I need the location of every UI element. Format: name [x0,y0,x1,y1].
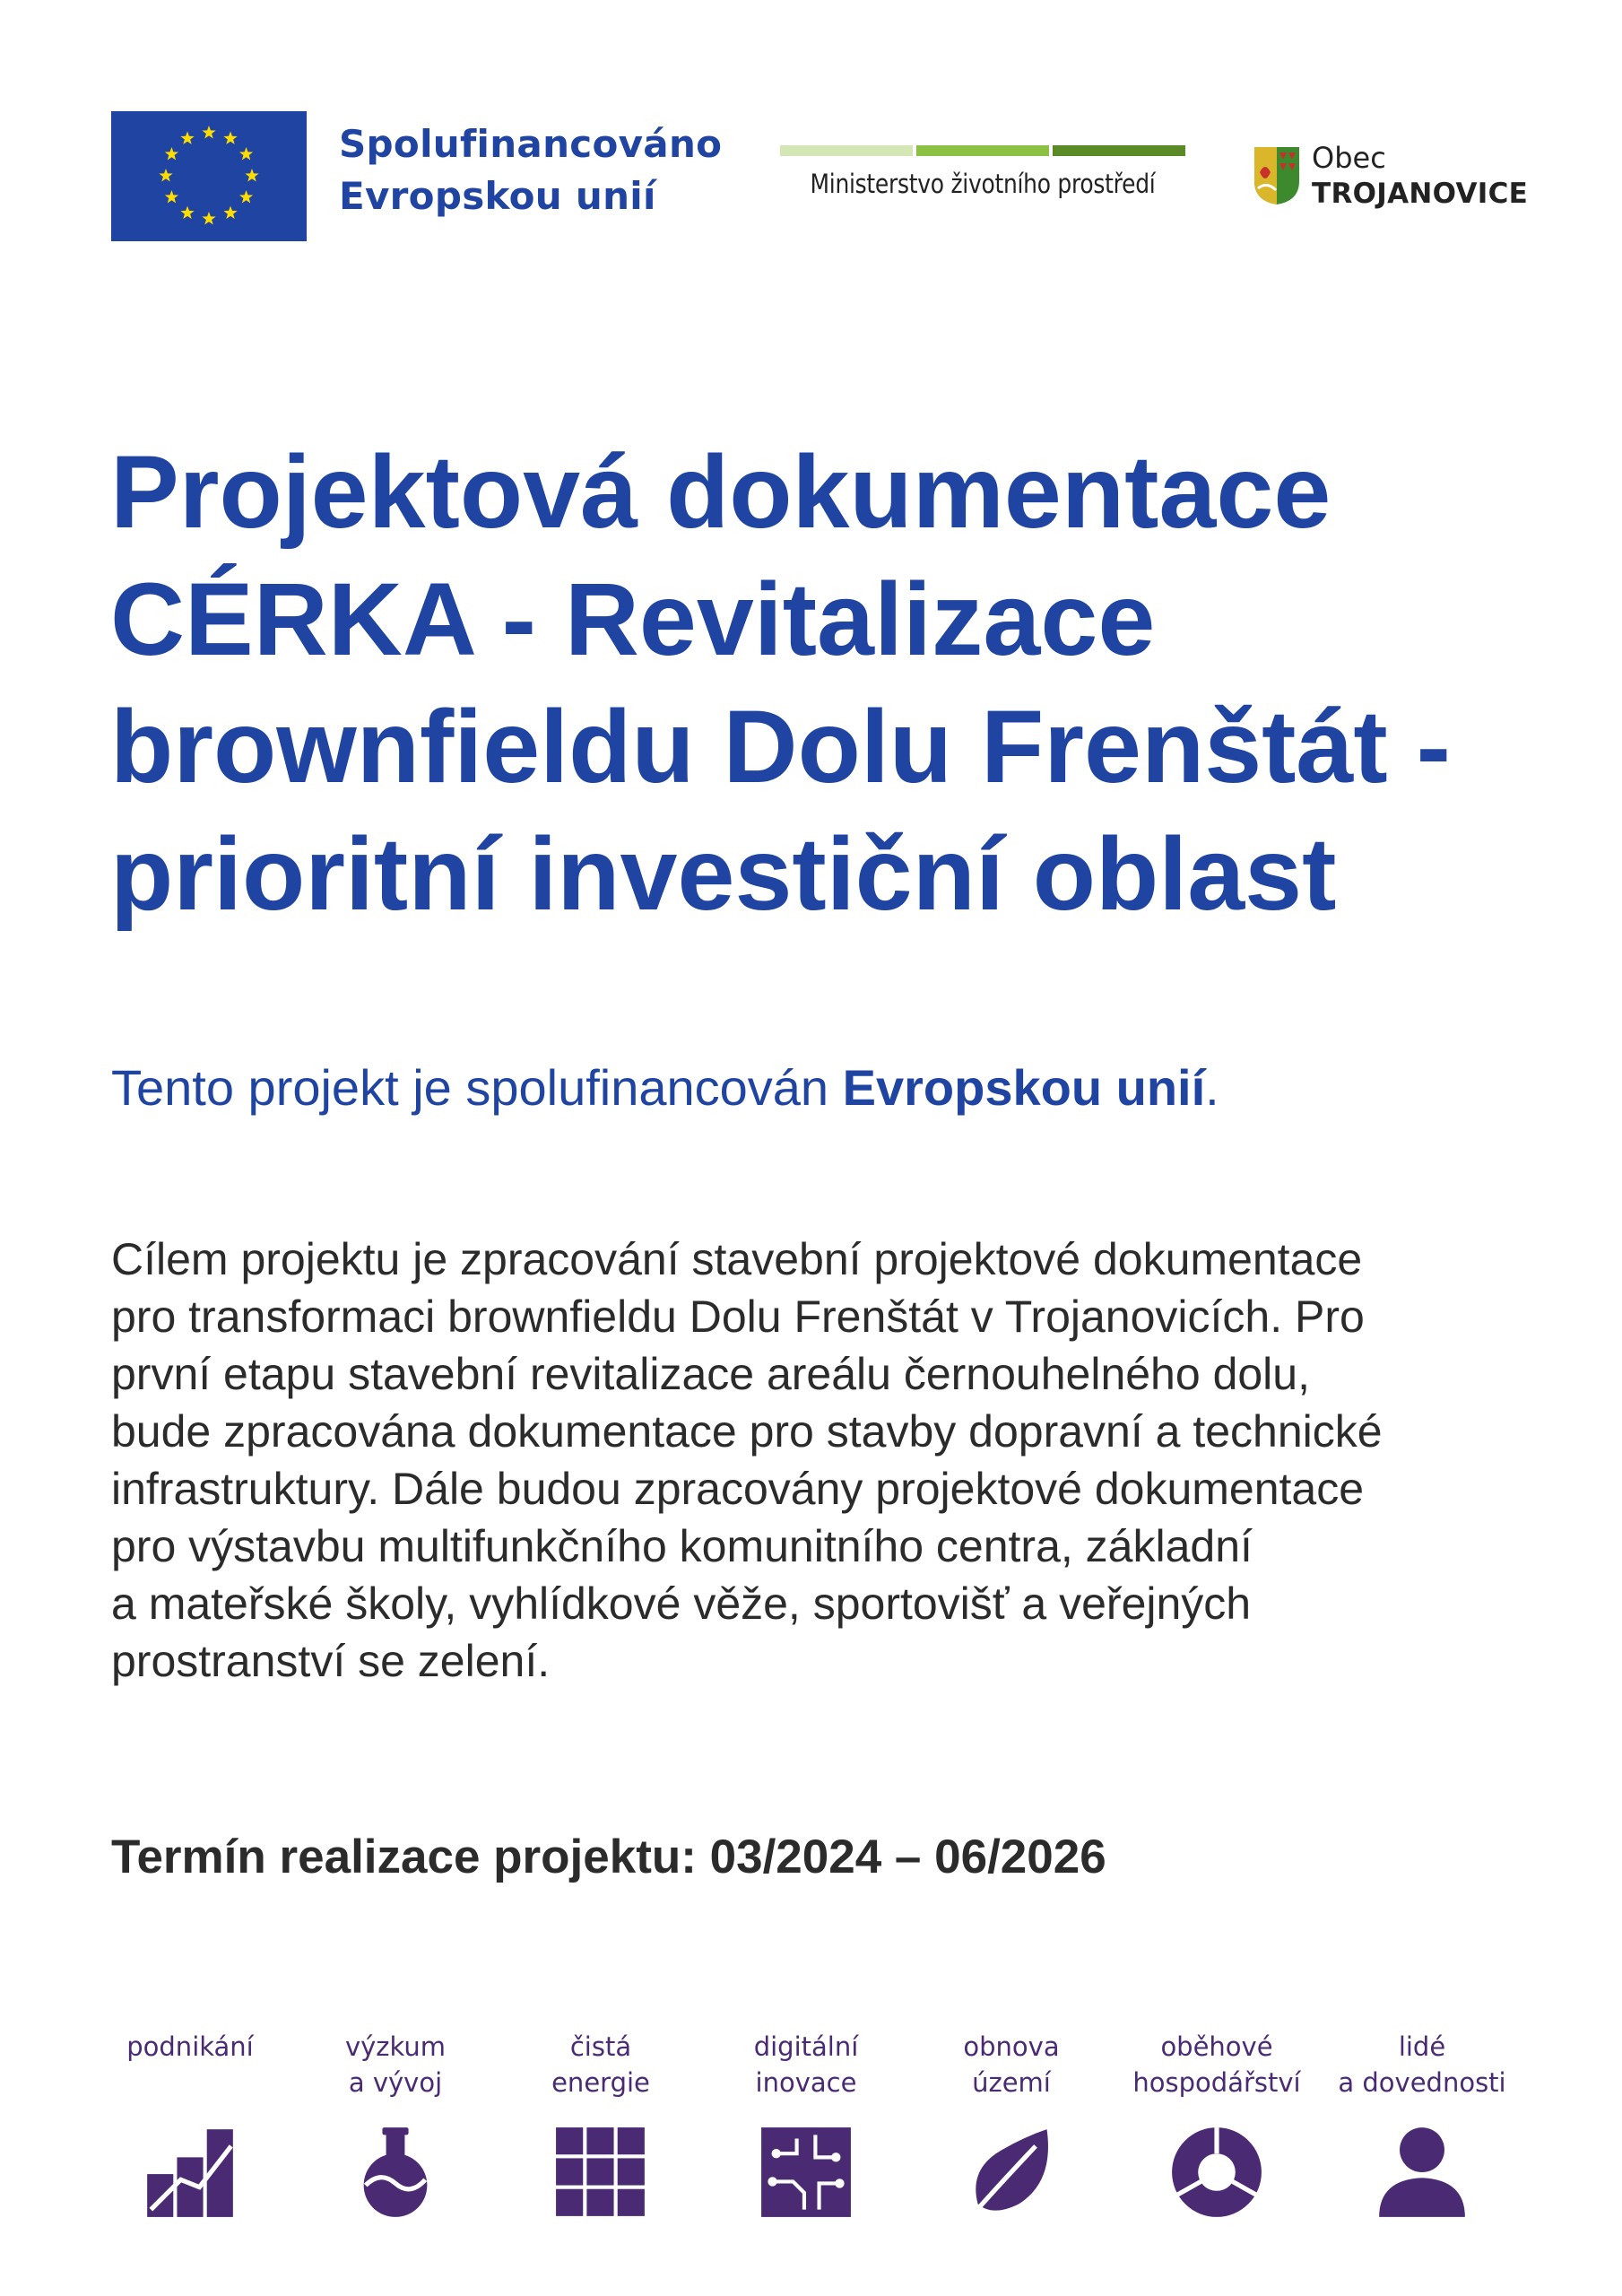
category-podnikani [87,2029,293,2219]
solar-cell [556,2158,583,2185]
category-label-line2: inovace [755,2067,857,2098]
trojanovice-crest-icon [1253,145,1301,206]
solar-cell [556,2127,583,2154]
cofinancing-text: Tento projekt je spolufinancován [111,1059,843,1116]
solar-cell [586,2158,613,2185]
eu-star [223,206,237,219]
category-label-line1: digitální [753,2031,859,2062]
description-line: bude zpracována dokumentace pro stavby dopravní a technické [111,1406,1383,1457]
category-label-line1: obnova [963,2031,1060,2062]
category-label [703,2029,909,2100]
eu-star [165,147,178,160]
solar-cell [586,2189,613,2216]
category-label-line2: hospodářství [1132,2067,1301,2098]
ministry-bar-1 [780,145,913,156]
eu-logo-line1: Spolufinancováno [339,122,723,166]
category-label-line2: území [972,2067,1051,2098]
category-label-line2: energie [551,2067,650,2098]
project-term: Termín realizace projektu: 03/2024 – 06/2026 [111,1831,1106,1883]
category-label-line2: a dovednosti [1338,2067,1506,2098]
category-label [1114,2029,1320,2100]
eu-logo-line2: Evropskou unií [339,174,656,218]
description-line: Cílem projektu je zpracování stavební projektové dokumentace [111,1234,1363,1284]
description-line: pro výstavbu multifunkčního komunitního centra, základní [111,1521,1253,1571]
trojanovice-logo-text [1312,140,1528,212]
solar-cell [618,2189,645,2216]
category-label-line2: a vývoj [348,2067,443,2098]
eu-flag-logo [111,111,307,241]
eu-star [180,131,194,144]
category-vyzkum [292,2029,499,2219]
title-line: Projektová dokumentace [110,435,1331,550]
solar-cell [556,2189,583,2216]
bar-chart-icon [143,2126,237,2219]
title-line: prioritní investiční oblast [110,817,1337,932]
eu-star [245,169,258,181]
category-label-line1: oběhové [1160,2031,1273,2062]
eu-star [202,212,215,224]
title-line: CÉRKA - Revitalizace [110,562,1156,677]
category-label [292,2029,499,2100]
category-cista-energie [498,2029,704,2219]
category-digitalni-inovace [703,2029,909,2219]
category-label [87,2029,293,2100]
category-label-line1: čistá [569,2031,632,2062]
eu-star [159,169,172,181]
category-lide-dovednosti [1319,2029,1525,2219]
ministry-bar-3 [1053,145,1185,156]
cofinancing-end: . [1205,1059,1219,1116]
description-line: prostranství se zelení. [111,1636,551,1686]
eu-star [180,206,194,219]
eu-star [239,190,253,203]
ministry-logo-text: Ministerstvo životního prostředí [810,169,1156,199]
solar-cell [586,2127,613,2154]
description-line: první etapu stavební revitalizace areálu černouhelného dolu, [111,1349,1310,1399]
page-title [110,429,1563,938]
description-line: pro transformaci brownfieldu Dolu Frenštát v Trojanovicích. Pro [111,1292,1365,1342]
ministry-bar-2 [916,145,1049,156]
municipality-name: TROJANOVICE [1312,178,1529,210]
category-obnova-uzemi [908,2029,1115,2219]
category-label [498,2029,704,2100]
ministry-logo-bars [780,145,1185,156]
project-description [111,1231,1383,1690]
circuit-chip-icon [759,2126,853,2219]
recycle-icon [1170,2126,1263,2219]
eu-star [239,147,253,160]
eu-cofinancing-logo-text [339,118,722,222]
eu-star [202,126,215,138]
category-label [908,2029,1115,2100]
municipality-label: Obec [1312,141,1386,175]
category-label-line1: podnikání [126,2031,254,2062]
cofinancing-eu-bold: Evropskou unií [842,1059,1206,1116]
title-line: brownfieldu Dolu Frenštát - [110,690,1451,804]
description-line: a mateřské školy, vyhlídkové věže, sportovišť a veřejných [111,1578,1252,1629]
description-line: infrastruktury. Dále budou zpracovány projektové dokumentace [111,1464,1365,1514]
leaf-icon [965,2126,1058,2219]
solar-cell [618,2127,645,2154]
solar-panel-icon [554,2126,647,2219]
eu-stars-icon [111,111,307,241]
solar-cell [618,2158,645,2185]
category-label-line1: lidé [1398,2031,1446,2062]
category-obehove-hospodarstvi [1114,2029,1320,2219]
eu-star [223,131,237,144]
category-label-line1: výzkum [344,2031,447,2062]
person-icon [1375,2126,1469,2219]
flask-icon [349,2126,442,2219]
category-label [1319,2029,1525,2100]
eu-star [165,190,178,203]
cofinancing-statement [111,1058,1219,1117]
